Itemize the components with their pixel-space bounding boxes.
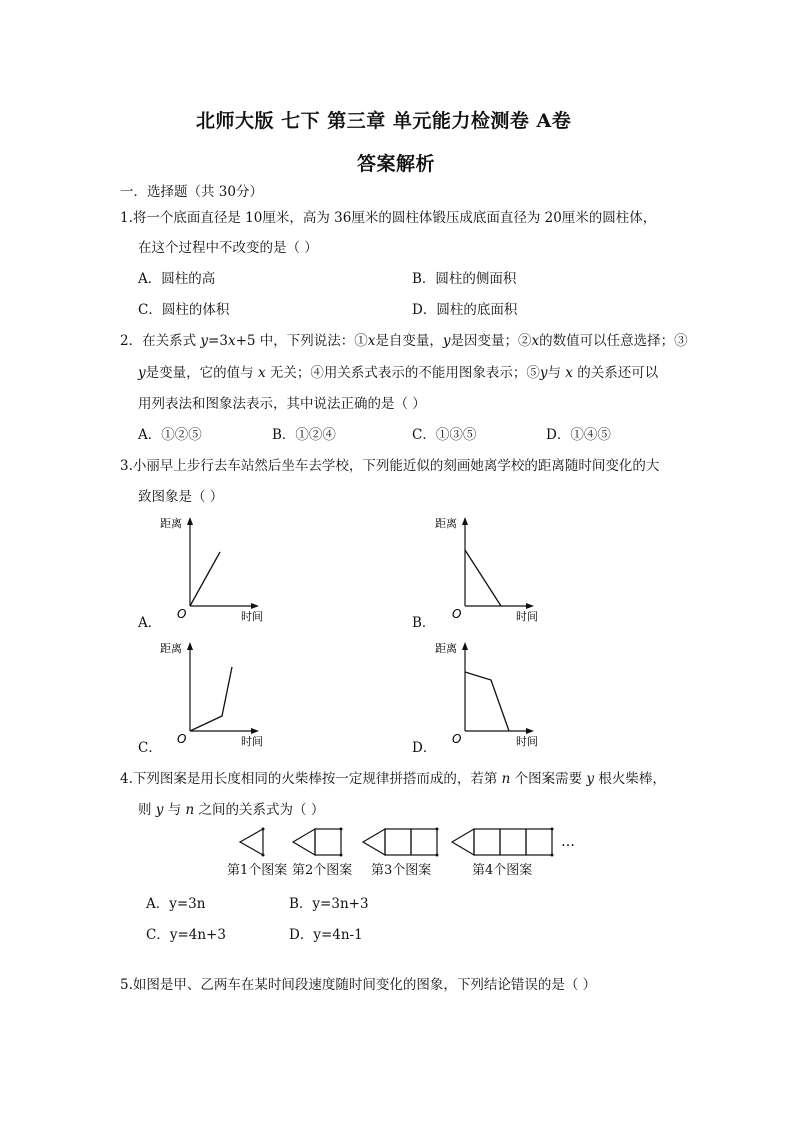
- q3-graph-b: [425, 512, 555, 627]
- pattern-2: [293, 829, 341, 855]
- origin-label: O: [177, 732, 187, 746]
- x-axis-label: 时间: [516, 610, 538, 623]
- x-axis-label: 时间: [241, 610, 263, 623]
- var-x: x: [257, 365, 266, 381]
- y-axis-label: 距离: [435, 517, 457, 530]
- q2-text: 无关；④用关系式表示的不能用图象表示；⑤: [265, 365, 540, 381]
- var-y: y: [138, 365, 146, 381]
- q2-option-d[interactable]: D．①④⑤: [546, 427, 611, 443]
- q4-text: 之间的关系式为（ ）: [194, 802, 325, 818]
- pattern-label-1: 第1个图案: [227, 863, 288, 878]
- q2-text: 与: [547, 365, 566, 381]
- section-heading: 一．选择题（共 30分）: [120, 184, 263, 200]
- q3-option-c[interactable]: C．: [138, 740, 162, 756]
- q5-line-1: 5.如图是甲、乙两车在某时间段速度随时间变化的图象，下列结论错误的是（ ）: [120, 977, 597, 993]
- q2-text: =3: [208, 333, 228, 349]
- q2-text: +5 中，下列说法：①: [235, 333, 368, 349]
- q2-text: 是变量，它的值与: [145, 365, 258, 381]
- q1-line-1: 1.将一个底面直径是 10厘米，高为 36厘米的圆柱体锻压成底面直径为 20厘米的圆柱体，: [120, 210, 657, 226]
- q3-option-a[interactable]: A．: [138, 615, 162, 631]
- var-x: x: [367, 333, 376, 349]
- q1-line-2: 在这个过程中不改变的是（ ）: [138, 240, 318, 256]
- matchstick-patterns: [230, 824, 590, 864]
- y-axis-label: 距离: [160, 642, 182, 655]
- pattern-label-4: 第4个图案: [472, 863, 533, 878]
- origin-label: O: [177, 607, 187, 621]
- ellipsis: …: [561, 834, 575, 850]
- origin-label: O: [452, 607, 462, 621]
- q1-option-a[interactable]: A．圆柱的高: [138, 271, 216, 287]
- var-x: x: [565, 365, 573, 381]
- q4-option-d[interactable]: D．y=4n-1: [289, 927, 363, 943]
- var-y: y: [586, 771, 595, 787]
- page-title: 北师大版 七下 第三章 单元能力检测卷 A卷: [196, 110, 572, 132]
- x-axis-label: 时间: [516, 735, 538, 748]
- x-axis-label: 时间: [241, 735, 263, 748]
- y-axis-label: 距离: [160, 517, 182, 530]
- q4-text: 4.下列图案是用长度相同的火柴棒按一定规律拼搭而成的，若第: [120, 771, 502, 787]
- q4-line-2: [138, 801, 324, 819]
- q2-text: 是自变量，: [375, 333, 443, 349]
- q3-option-b[interactable]: B．: [412, 615, 436, 631]
- origin-label: O: [452, 732, 462, 746]
- var-x: x: [531, 333, 540, 349]
- var-y: y: [155, 802, 164, 818]
- q2-option-b[interactable]: B．①②④: [272, 427, 336, 443]
- y-axis-label: 距离: [435, 642, 457, 655]
- q2-text: 是因变量；②: [450, 333, 532, 349]
- q4-line-1: [120, 770, 666, 788]
- var-y: y: [442, 333, 451, 349]
- q2-option-a[interactable]: A．①②⑤: [138, 427, 202, 443]
- var-y: y: [539, 365, 548, 381]
- pattern-label-2: 第2个图案: [292, 863, 353, 878]
- q2-line-1: [120, 332, 688, 350]
- q4-text: 与: [163, 802, 186, 818]
- q2-line-2: [138, 364, 658, 382]
- q1-option-d[interactable]: D．圆柱的底面积: [412, 302, 518, 318]
- q2-option-c[interactable]: C．①③⑤: [412, 427, 477, 443]
- page-subtitle: 答案解析: [357, 153, 436, 175]
- q3-line-1: 3.小丽早上步行去车站然后坐车去学校，下列能近似的刻画她离学校的距离随时间变化的大: [120, 458, 660, 474]
- q2-text: 2．在关系式: [120, 333, 201, 349]
- pattern-3: [363, 829, 437, 855]
- q3-graph-c: [150, 637, 280, 752]
- q4-text: 个图案需要: [510, 771, 587, 787]
- q4-text: 则: [138, 802, 156, 818]
- var-n: n: [501, 771, 511, 787]
- q3-graph-a: [150, 512, 280, 627]
- q3-option-d[interactable]: D．: [412, 740, 437, 756]
- q4-option-a[interactable]: A．y=3n: [146, 896, 206, 912]
- var-n: n: [185, 802, 195, 818]
- q1-option-c[interactable]: C．圆柱的体积: [138, 302, 230, 318]
- q4-option-c[interactable]: C．y=4n+3: [146, 927, 226, 943]
- pattern-label-3: 第3个图案: [371, 863, 432, 878]
- q2-text: 的关系还可以: [572, 365, 659, 381]
- q1-option-b[interactable]: B．圆柱的侧面积: [412, 271, 517, 287]
- var-x: x: [227, 333, 236, 349]
- var-y: y: [200, 333, 209, 349]
- q3-graph-d: [425, 637, 555, 752]
- q3-line-2: 致图象是（ ）: [138, 489, 224, 505]
- q4-option-b[interactable]: B．y=3n+3: [289, 896, 369, 912]
- q2-text: 的数值可以任意选择；③: [539, 333, 688, 349]
- q2-line-3: 用列表法和图象法表示，其中说法正确的是（ ）: [138, 396, 426, 412]
- pattern-4: [452, 829, 552, 855]
- q4-text: 根火柴棒，: [594, 771, 666, 787]
- pattern-1: [240, 829, 263, 855]
